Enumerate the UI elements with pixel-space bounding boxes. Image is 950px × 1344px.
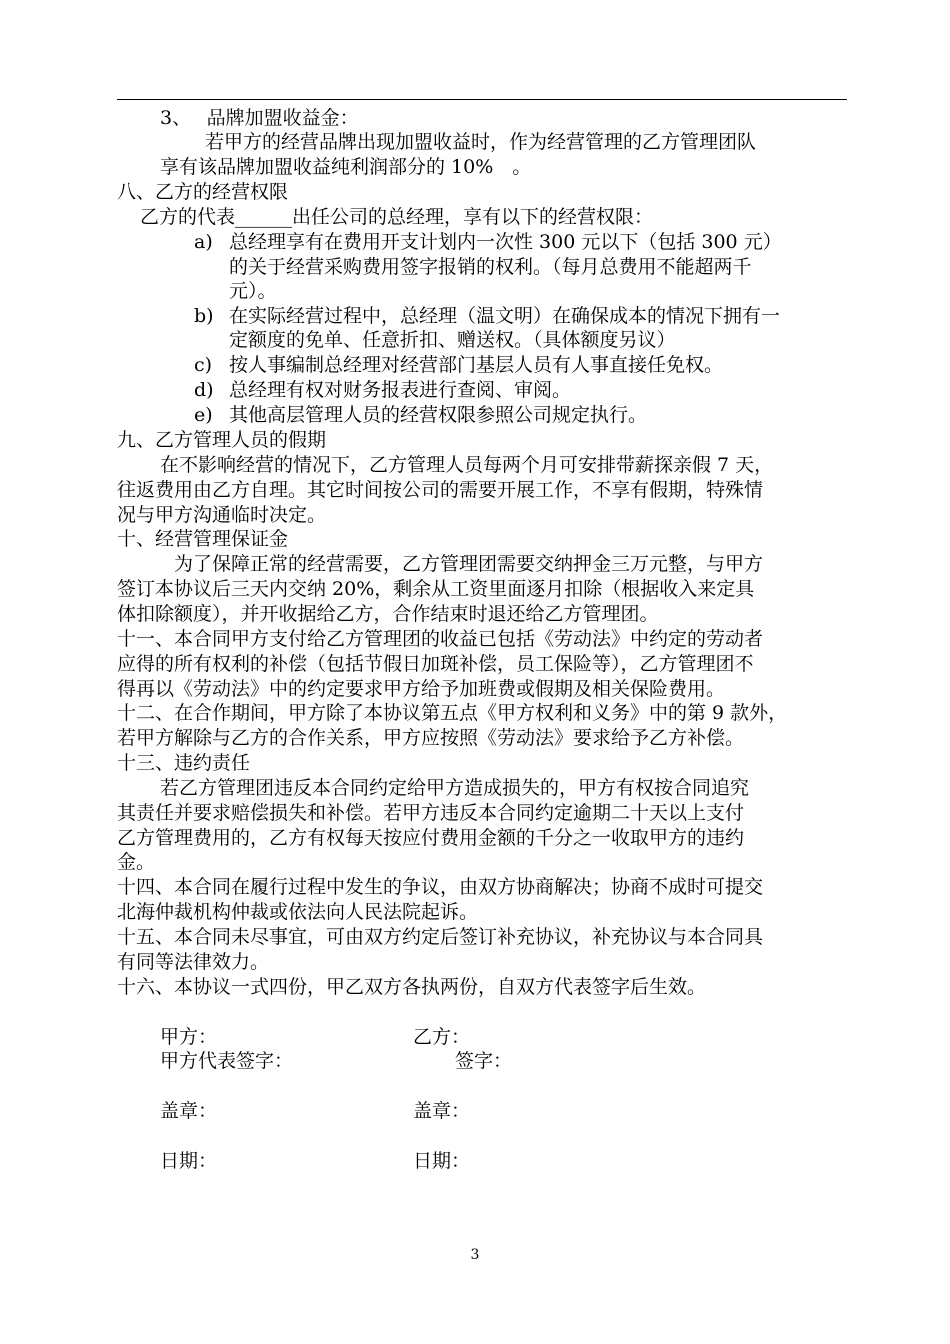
list-item-e: 其他高层管理人员的经营权限参照公司规定执行。 xyxy=(229,404,648,426)
text-line: 金。 xyxy=(117,851,156,873)
party-b-label: 乙方： xyxy=(413,1026,471,1048)
list-marker-c: c) xyxy=(194,354,213,376)
text-line: 乙方管理费用的，乙方有权每天按应付费用金额的千分之一收取甲方的违约 xyxy=(117,827,745,849)
text-line: 若甲方解除与乙方的合作关系，甲方应按照《劳动法》要求给予乙方补偿。 xyxy=(117,727,745,749)
text-line: 北海仲裁机构仲裁或依法向人民法院起诉。 xyxy=(117,901,479,923)
text-line: 定额度的免单、任意折扣、赠送权。（具体额度另议） xyxy=(229,329,676,351)
section-10-heading: 十、经营管理保证金 xyxy=(117,528,289,550)
text-line: 享有该品牌加盟收益纯利润部分的 10% 。 xyxy=(160,156,532,178)
list-item-a: 总经理享有在费用开支计划内一次性 300 元以下（包括 300 元） xyxy=(229,231,782,253)
text-line: 若乙方管理团违反本合同约定给甲方造成损失的，甲方有权按合同追究 xyxy=(160,777,750,799)
text-line: 为了保障正常的经营需要，乙方管理团需要交纳押金三万元整，与甲方 xyxy=(174,553,764,575)
list-marker-a: a) xyxy=(194,231,213,253)
section-15-text: 十五、本合同未尽事宜，可由双方约定后签订补充协议，补充协议与本合同具 xyxy=(117,926,764,948)
list-item-c: 按人事编制总经理对经营部门基层人员有人事直接任免权。 xyxy=(229,354,724,376)
section-8-heading: 八、乙方的经营权限 xyxy=(117,181,289,203)
text-line: 得再以《劳动法》中的约定要求甲方给予加班费或假期及相关保险费用。 xyxy=(117,678,726,700)
party-a-rep-signature-label: 甲方代表签字： xyxy=(160,1050,294,1072)
section-14-text: 十四、本合同在履行过程中发生的争议，由双方协商解决；协商不成时可提交 xyxy=(117,876,764,898)
list-item-d: 总经理有权对财务报表进行查阅、审阅。 xyxy=(229,379,572,401)
text-line: 若甲方的经营品牌出现加盟收益时，作为经营管理的乙方管理团队 xyxy=(205,131,757,153)
page-number: 3 xyxy=(470,1247,480,1263)
text-line: 应得的所有权利的补偿（包括节假日加斑补偿，员工保险等），乙方管理团不 xyxy=(117,653,754,675)
text-line: 元）。 xyxy=(229,280,277,302)
section-13-heading: 十三、违约责任 xyxy=(117,752,251,774)
party-a-seal-label: 盖章： xyxy=(160,1100,218,1122)
text-line: 乙方的代表______出任公司的总经理，享有以下的经营权限： xyxy=(140,206,654,228)
list-item-b: 在实际经营过程中，总经理（温文明）在确保成本的情况下拥有一 xyxy=(229,305,781,327)
party-a-date-label: 日期： xyxy=(160,1150,218,1172)
section-12-text: 十二、在合作期间，甲方除了本协议第五点《甲方权利和义务》中的第 9 款外， xyxy=(117,702,788,724)
list-marker-d: d) xyxy=(194,379,214,401)
text-line: 有同等法律效力。 xyxy=(117,951,270,973)
text-line: 的关于经营采购费用签字报销的权利。（每月总费用不能超两千 xyxy=(229,256,752,278)
text-line: 体扣除额度），并开收据给乙方，合作结束时退还给乙方管理团。 xyxy=(117,603,659,625)
party-b-signature-label: 签字： xyxy=(455,1050,513,1072)
section-9-heading: 九、乙方管理人员的假期 xyxy=(117,429,327,451)
text-line: 况与甲方沟通临时决定。 xyxy=(117,504,327,526)
list-marker-b: b) xyxy=(194,305,214,327)
text-line: 往返费用由乙方自理。其它时间按公司的需要开展工作，不享有假期，特殊情 xyxy=(117,479,764,501)
text-line: 签订本协议后三天内交纳 20%，剩余从工资里面逐月扣除（根据收入来定具 xyxy=(117,578,755,600)
party-b-seal-label: 盖章： xyxy=(413,1100,471,1122)
text-line: 其责任并要求赔偿损失和补偿。若甲方违反本合同约定逾期二十天以上支付 xyxy=(117,802,745,824)
header-rule xyxy=(117,99,847,100)
party-b-date-label: 日期： xyxy=(413,1150,471,1172)
section-16-text: 十六、本协议一式四份，甲乙双方各执两份，自双方代表签字后生效。 xyxy=(117,976,707,998)
party-a-label: 甲方： xyxy=(160,1026,218,1048)
text-line: 在不影响经营的情况下，乙方管理人员每两个月可安排带薪探亲假 7 天， xyxy=(160,454,774,476)
section-item-3-heading: 3、 品牌加盟收益金： xyxy=(160,107,359,129)
section-11-text: 十一、本合同甲方支付给乙方管理团的收益已包括《劳动法》中约定的劳动者 xyxy=(117,628,764,650)
list-marker-e: e) xyxy=(194,404,213,426)
